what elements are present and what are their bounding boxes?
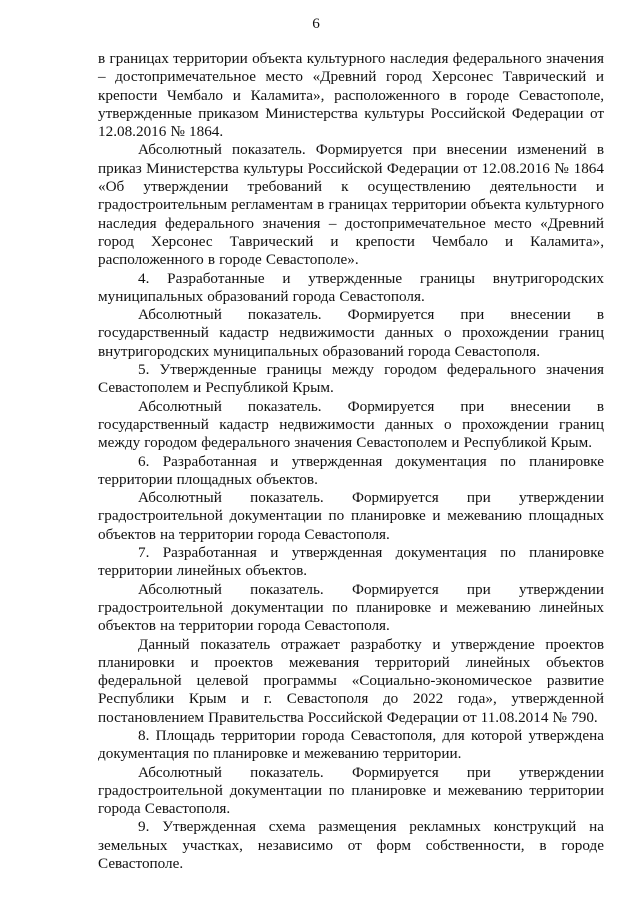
paragraph: Абсолютный показатель. Формируется при внесении изменений в приказ Министерства культуры Российской Федерации от 12.08.2016 № 1864 «Об утверждении требований к осуществлению деятельности и градостроительным регламентам в границах территории объекта культурного наследия федерального значения – достопримечательное место «Древний город Херсонес Таврический и крепости Чембало и Каламита», расположенного в городе Севастополе». (98, 141, 604, 269)
paragraph-item-7: 7. Разработанная и утвержденная документация по планировке территории линейных объектов. (98, 544, 604, 580)
paragraph: Абсолютный показатель. Формируется при утверждении градостроительной документации по планировке и межеванию территории города Севастополя. (98, 763, 604, 818)
paragraph: Абсолютный показатель. Формируется при утверждении градостроительной документации по планировке и межеванию линейных объектов на территории города Севастополя. (98, 580, 604, 635)
page-number: 6 (312, 15, 320, 32)
document-body (98, 50, 604, 873)
paragraph-item-8: 8. Площадь территории города Севастополя, для которой утверждена документация по планировке и межеванию территории. (98, 726, 604, 763)
paragraph-item-4: 4. Разработанные и утвержденные границы внутригородских муниципальных образований города Севастополя. (98, 269, 604, 305)
paragraph: Абсолютный показатель. Формируется при внесении в государственный кадастр недвижимости данных о прохождении границ между городом федерального значения Севастополем и Республикой Крым. (98, 397, 604, 452)
paragraph: Данный показатель отражает разработку и утверждение проектов планировки и проектов межевания территорий линейных объектов федеральной целевой программы «Социально-экономическое развитие Республики Крым и г. Севастополя до 2022 года», утвержденной постановлением Правительства Российской Федерации от 11.08.2014 № 790. (98, 635, 604, 726)
paragraph-item-9: 9. Утвержденная схема размещения рекламных конструкций на земельных участках, независимо от форм собственности, в городе Севастополе. (98, 818, 604, 873)
paragraph-continuation: в границах территории объекта культурного наследия федерального значения – достопримечательное место «Древний город Херсонес Таврический и крепости Чембало и Каламита», расположенного в городе Севастополе, утвержденные приказом Министерства культуры Российской Федерации от 12.08.2016 № 1864. (98, 50, 604, 141)
paragraph-item-6: 6. Разработанная и утвержденная документация по планировке территории площадных объектов. (98, 452, 604, 488)
paragraph-item-5: 5. Утвержденные границы между городом федерального значения Севастополем и Республикой Крым. (98, 361, 604, 397)
paragraph: Абсолютный показатель. Формируется при внесении в государственный кадастр недвижимости данных о прохождении границ внутригородских муниципальных образований города Севастополя. (98, 306, 604, 360)
paragraph: Абсолютный показатель. Формируется при утверждении градостроительной документации по планировке и межеванию площадных объектов на территории города Севастополя. (98, 489, 604, 543)
